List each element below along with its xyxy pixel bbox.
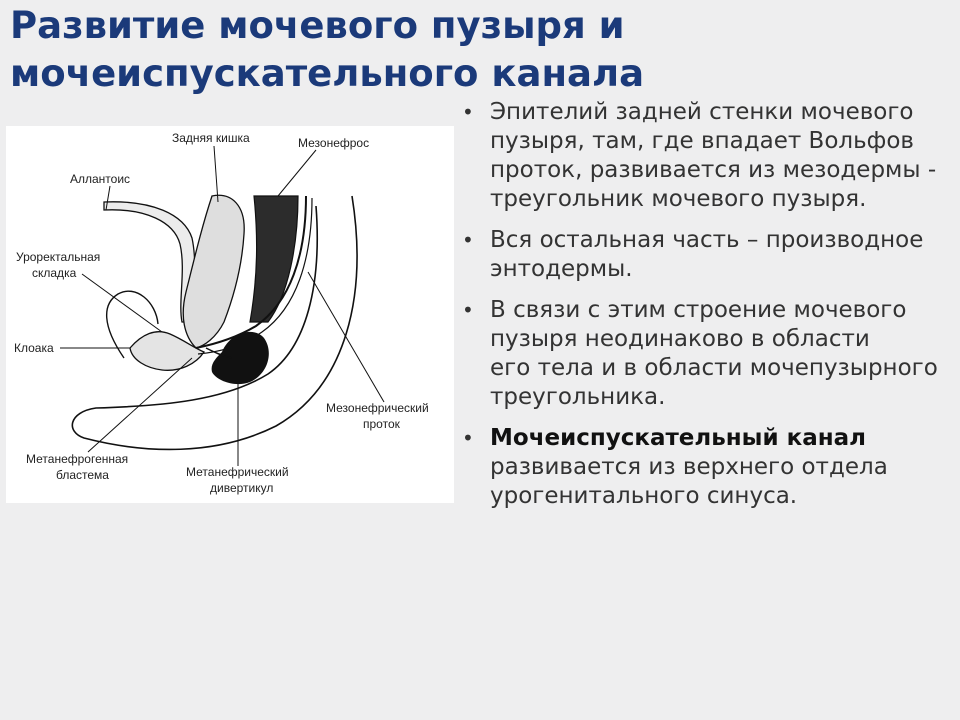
pointer-mesonephric-duct (308, 272, 384, 402)
diagram-drawing (6, 126, 454, 503)
pointer-metanephrogenic (88, 358, 192, 452)
bullet-item (460, 296, 950, 412)
slide-title (10, 2, 950, 98)
label-hindgut: Задняя кишка (172, 131, 250, 145)
bullet-text: развивается из верхнего отдела урогенитального синуса. (490, 425, 896, 509)
bullet-text: Вся остальная часть – производное энтодермы. (490, 227, 924, 282)
bullet-dot: • (462, 426, 474, 450)
label-allantois: Аллантоис (70, 172, 131, 186)
label-urorectal-fold-1: Уроректальная (16, 250, 101, 264)
label-mesonephric-duct-1: Мезонефрический (326, 401, 429, 415)
title-line-1: Развитие мочевого пузыря и (10, 4, 625, 47)
bullet-list (460, 98, 950, 523)
bullet-item (460, 98, 950, 214)
label-metanephrogenic-1: Метанефрогенная (26, 452, 129, 466)
bullet-item (460, 226, 950, 284)
mesonephros (250, 196, 298, 322)
label-mesonephric-duct-2: проток (363, 417, 400, 431)
embryology-diagram (6, 126, 454, 503)
bullet-text: Эпителий задней стенки мочевого пузыря, там, где впадает Вольфов проток, развивается из мезодермы - треугольник мочевого пузыря. (490, 99, 937, 212)
label-mesonephros: Мезонефрос (298, 136, 370, 150)
label-cloaca: Клоака (14, 341, 54, 355)
pointer-hindgut (214, 146, 218, 202)
label-metanephric-div-2: дивертикул (210, 481, 274, 495)
metanephrogenic-blastema (212, 332, 269, 384)
label-urorectal-fold-2: складка (32, 266, 77, 280)
bullet-dot: • (462, 228, 474, 252)
bullet-dot: • (462, 298, 474, 322)
pointer-mesonephros (278, 150, 316, 196)
bullet-item (460, 424, 950, 511)
bullet-text: В связи с этим строение мочевого пузыря неодинаково в области его тела и в области мочепузырного треугольника. (490, 297, 946, 410)
label-metanephrogenic-2: бластема (56, 468, 109, 482)
title-line-2: мочеиспускательного канала (10, 52, 645, 95)
bullet-bold-term: Мочеиспускательный канал (490, 425, 866, 451)
label-metanephric-div-1: Метанефрический (186, 465, 289, 479)
bullet-dot: • (462, 100, 474, 124)
allantois (104, 202, 195, 322)
hindgut (183, 195, 244, 348)
